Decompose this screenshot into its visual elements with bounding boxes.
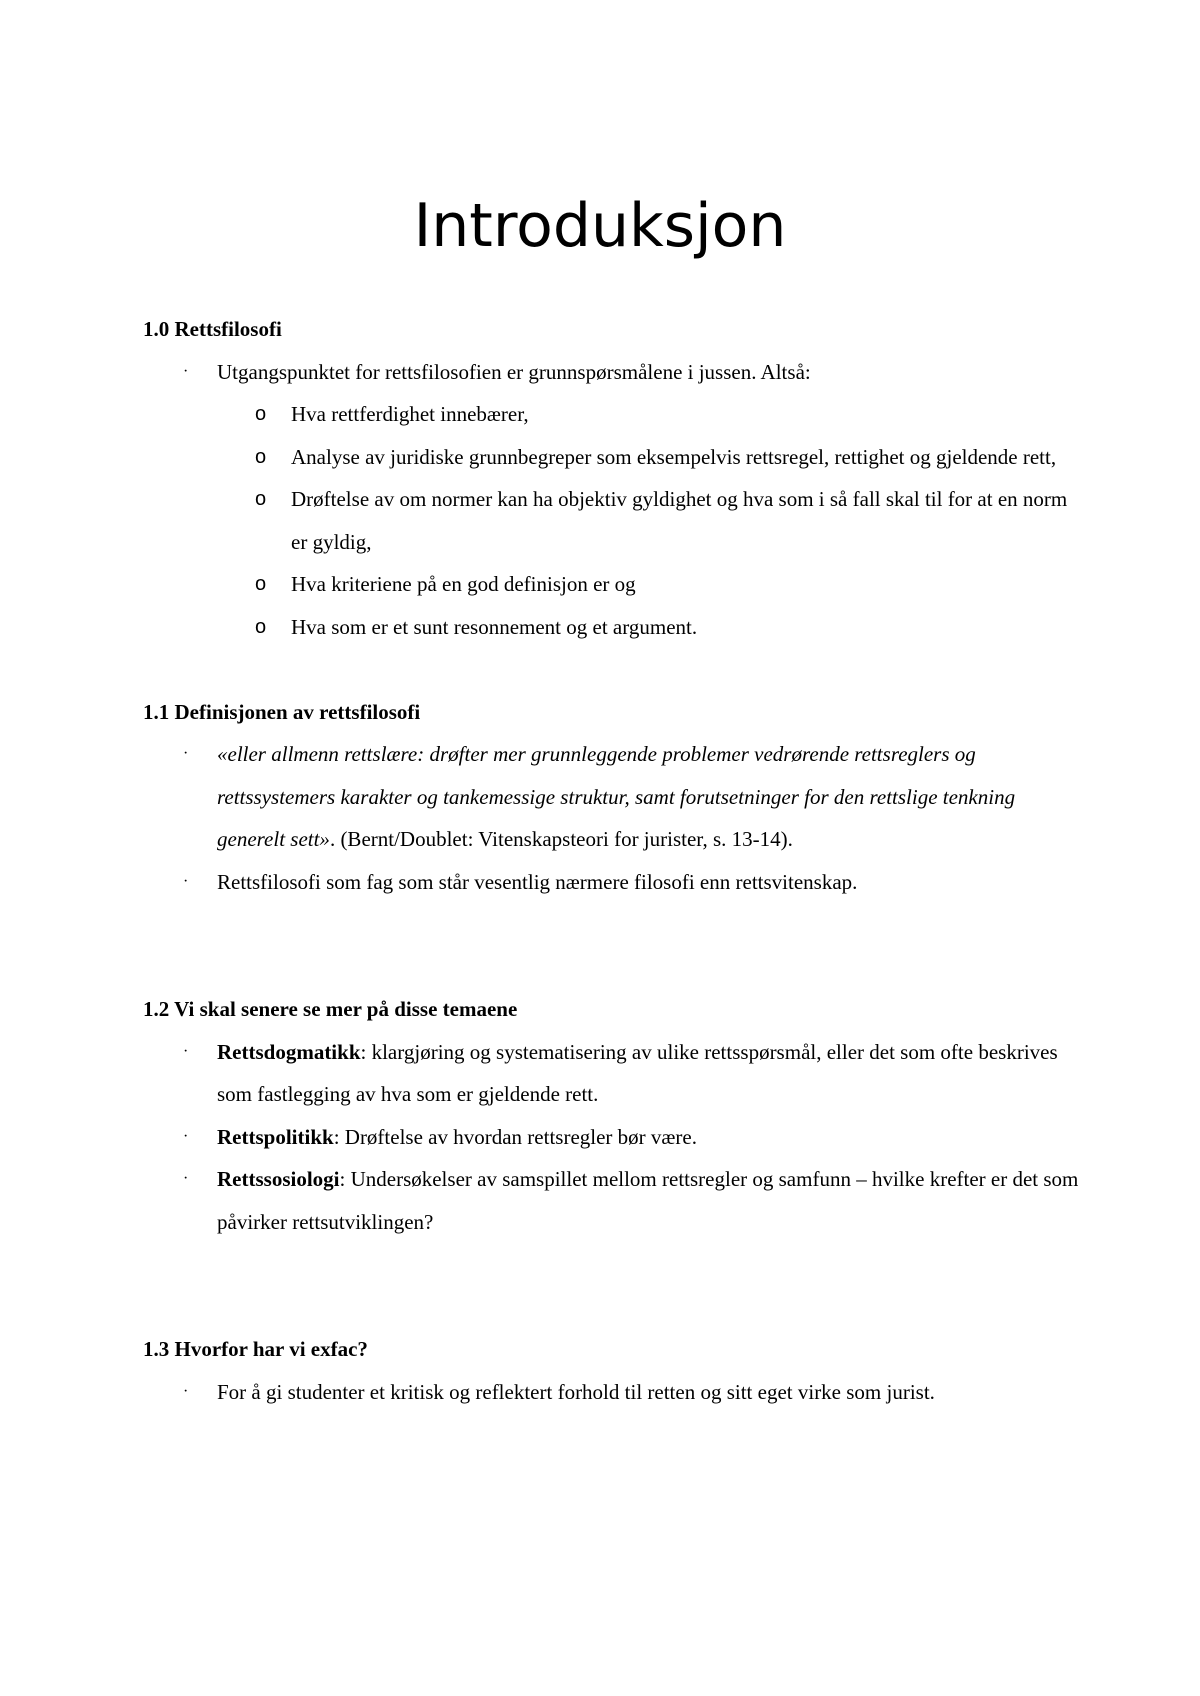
spacer xyxy=(143,903,1083,988)
section-heading: 1.3 Hvorfor har vi exfac? xyxy=(143,1337,368,1361)
list-item xyxy=(143,1031,1083,1116)
sub-list-item xyxy=(143,478,1083,563)
bullet-dot-icon: · xyxy=(183,1127,189,1145)
term-description: : klargjøring og systematisering av ulike rettsspørsmål, eller det som ofte beskrives som fastlegging av hva som er gjeldende rett. xyxy=(217,1039,1058,1106)
section-1-2 xyxy=(143,988,1083,1243)
sub-list-item xyxy=(143,606,1083,649)
citation: . (Bernt/Doublet: Vitenskapsteori for jurister, s. 13-14). xyxy=(329,827,793,851)
bullet-dot-icon: · xyxy=(183,1170,189,1187)
bullet-dot-icon: · xyxy=(183,362,189,380)
section-heading: 1.0 Rettsfilosofi xyxy=(143,317,282,341)
term: Rettspolitikk xyxy=(217,1124,334,1149)
section-1-1 xyxy=(143,691,1083,904)
list-item-text: For å gi studenter et kritisk og reflektert forhold til retten og sitt eget virke som jurist. xyxy=(217,1379,935,1404)
bullet-list xyxy=(143,733,1083,903)
list-item-text: Rettsfilosofi som fag som står vesentlig nærmere filosofi enn rettsvitenskap. xyxy=(217,869,858,894)
bullet-dot-icon: · xyxy=(183,745,189,762)
document-title: Introduksjon xyxy=(413,191,787,262)
bullet-circle-icon: o xyxy=(255,488,267,510)
bullet-list xyxy=(143,1371,1083,1414)
section-1-0 xyxy=(143,308,1083,648)
list-item xyxy=(143,1116,1083,1159)
bullet-list xyxy=(143,351,1083,394)
list-item-text: Utgangspunktet for rettsfilosofien er grunnspørsmålene i jussen. Altså: xyxy=(217,359,811,384)
sub-list-item-text: Drøftelse av om normer kan ha objektiv gyldighet og hva som i så fall skal til for at en norm er gyldig, xyxy=(291,487,1068,554)
bullet-list xyxy=(143,1031,1083,1244)
term: Rettssosiologi xyxy=(217,1167,340,1191)
bullet-dot-icon: · xyxy=(183,1382,189,1400)
term-description: : Drøftelse av hvordan rettsregler bør være. xyxy=(333,1124,697,1149)
spacer xyxy=(143,1243,1083,1328)
bullet-circle-icon: o xyxy=(255,615,267,638)
bullet-circle-icon: o xyxy=(255,445,267,468)
list-item xyxy=(143,861,1083,904)
bullet-dot-icon: · xyxy=(183,1042,189,1060)
term: Rettsdogmatikk xyxy=(217,1039,361,1064)
list-item xyxy=(143,351,1083,394)
sub-bullet-list xyxy=(143,393,1083,648)
section-1-3 xyxy=(143,1328,1083,1413)
section-heading: 1.2 Vi skal senere se mer på disse temaene xyxy=(143,997,518,1021)
sub-list-item-text: Analyse av juridiske grunnbegreper som eksempelvis rettsregel, rettighet og gjeldende rett, xyxy=(291,444,1057,469)
sub-list-item-text: Hva som er et sunt resonnement og et argument. xyxy=(291,614,698,639)
sub-list-item xyxy=(143,393,1083,436)
bullet-circle-icon: o xyxy=(255,573,267,595)
document-body xyxy=(143,308,1083,1413)
list-item xyxy=(143,1371,1083,1414)
sub-list-item xyxy=(143,436,1083,479)
spacer xyxy=(143,648,1083,691)
sub-list-item xyxy=(143,563,1083,606)
sub-list-item-text: Hva rettferdighet innebærer, xyxy=(291,402,529,426)
section-heading: 1.1 Definisjonen av rettsfilosofi xyxy=(143,699,421,724)
list-item xyxy=(143,733,1083,861)
list-item xyxy=(143,1158,1083,1243)
term-description: : Undersøkelser av samspillet mellom rettsregler og samfunn – hvilke krefter er det som påvirker rettsutviklingen? xyxy=(217,1167,1079,1234)
bullet-circle-icon: o xyxy=(255,403,267,425)
definition-quote: «eller allmenn rettslære: drøfter mer grunnleggende problemer vedrørende rettsreglers og rettssystemers karakter og tankemessige struktur, samt forutsetninger for den rettslige tenkning generelt sett» xyxy=(217,742,1016,851)
sub-list-item-text: Hva kriteriene på en god definisjon er og xyxy=(291,572,636,596)
bullet-dot-icon: · xyxy=(183,872,189,890)
